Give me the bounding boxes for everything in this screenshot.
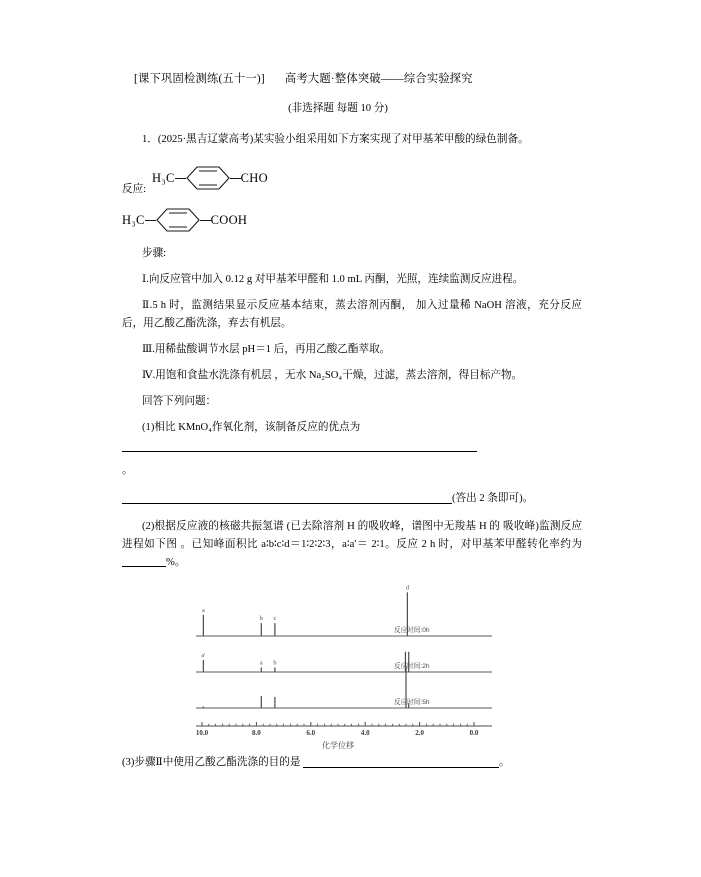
- answer-rule-1b[interactable]: [122, 491, 452, 504]
- answer-rule-1a-tail: 。: [122, 465, 133, 476]
- answer-blank-conversion-rate[interactable]: [122, 555, 166, 567]
- svg-text:b: b: [273, 659, 277, 667]
- title-left-part: [课下巩固检测练(五十一)]: [134, 73, 265, 85]
- bond-left-product: [145, 220, 156, 221]
- nmr-trace: [196, 584, 492, 636]
- question-3-text: [122, 754, 582, 772]
- page-subtitle: (非选择题 每题 10 分): [288, 103, 388, 114]
- reactant-structure: [152, 163, 268, 193]
- answer-rule-3[interactable]: [303, 755, 499, 768]
- reactant-left-group: H₃C: [152, 170, 175, 185]
- product-left-group: H₃C: [122, 212, 145, 227]
- svg-text:化学位移: 化学位移: [322, 741, 354, 750]
- svg-text:6.0: 6.0: [306, 729, 316, 737]
- step-item-3: Ⅲ.用稀盐酸调节水层 pH＝1 后，再用乙酸乙酯萃取。: [142, 344, 391, 355]
- question-3-post: 。: [499, 757, 510, 768]
- bond-left-reactant: [175, 178, 186, 179]
- title-right-part: 高考大题·整体突破——综合实验探究: [284, 73, 473, 85]
- answer-rule-1b-row: [122, 490, 582, 508]
- reaction-scheme: [122, 157, 582, 239]
- bond-right-reactant: [230, 178, 241, 179]
- nmr-spectrum-figure: [122, 584, 582, 750]
- answer-rule-1a-tail-row: [122, 462, 582, 480]
- nmr-spectrum-svg: [182, 584, 522, 750]
- benzene-ring-reactant: [186, 163, 230, 193]
- svg-text:a': a': [201, 652, 206, 660]
- svg-text:d: d: [405, 584, 409, 592]
- answer-prompt: 回答下列问题：: [142, 396, 217, 407]
- product-right-group: COOH: [210, 212, 248, 227]
- question-stem: 1．(2025·黑吉辽蒙高考)某实验小组采用如下方案实现了对甲基苯甲酸的绿色制备。: [142, 134, 529, 145]
- document-content: [122, 70, 582, 780]
- svg-text:b: b: [259, 615, 263, 623]
- svg-text:8.0: 8.0: [252, 729, 261, 737]
- question-1-note: (答出 2 条即可)。: [452, 493, 534, 504]
- question-2-line-2: 吸收峰)监测反应进程如下图 。已知峰面积比 a∶b∶c∶d＝1∶2∶2∶3，a∶a′＝: [122, 521, 583, 550]
- svg-text:10.0: 10.0: [195, 729, 209, 737]
- svg-text:0.0: 0.0: [469, 729, 479, 737]
- svg-text:c: c: [273, 615, 277, 623]
- reactant-right-group: CHO: [240, 170, 268, 185]
- svg-text:4.0: 4.0: [360, 729, 370, 737]
- step-item-1: Ⅰ.向反应管中加入 0.12 g 对甲基苯甲醛和 1.0 mL 丙酮，光照，连续监测反应进程。: [142, 274, 524, 285]
- steps-label: 步骤:: [142, 248, 167, 259]
- question-2-line-1: (2)根据反应液的核磁共振氢谱 (已去除溶剂 H 的吸收峰，谱图中无羧基 H 的: [142, 521, 501, 532]
- svg-text:a: a: [259, 659, 263, 667]
- question-2-line-3-pre: 2∶1。反应 2 h 时，对甲基苯甲醛转化率约为: [371, 539, 582, 550]
- question-2-line-3-post: %。: [166, 557, 186, 568]
- nmr-trace: [196, 652, 492, 672]
- answer-rule-1a[interactable]: [122, 451, 477, 452]
- reaction-label: 反应:: [122, 184, 147, 195]
- benzene-ring-product: [156, 205, 200, 235]
- svg-text:反应时间:2h: 反应时间:2h: [394, 663, 430, 670]
- svg-text:反应时间:0h: 反应时间:0h: [394, 627, 430, 634]
- svg-text:a: a: [201, 606, 205, 614]
- question-1-text: (1)相比 KMnO₄作氧化剂，该制备反应的优点为: [142, 422, 361, 433]
- question-2-text: [122, 518, 582, 572]
- question-3-pre: (3)步骤Ⅱ中使用乙酸乙酯洗涤的目的是: [122, 757, 301, 768]
- step-item-2: Ⅱ.5 h 时，监测结果显示反应基本结束，蒸去溶剂丙酮， 加入过量稀 NaOH 溶液，充分反应后，用乙酸乙酯洗涤，弃去有机层。: [122, 300, 582, 329]
- svg-text:反应时间:5h: 反应时间:5h: [394, 699, 430, 706]
- svg-text:2.0: 2.0: [415, 729, 424, 737]
- step-item-4: Ⅳ.用饱和食盐水洗涤有机层 ，无水 Na₂SO₄干燥，过滤，蒸去溶剂，得目标产物。: [142, 370, 523, 381]
- product-structure: [122, 205, 247, 235]
- page-title: [122, 70, 582, 86]
- bond-right-product: [200, 220, 211, 221]
